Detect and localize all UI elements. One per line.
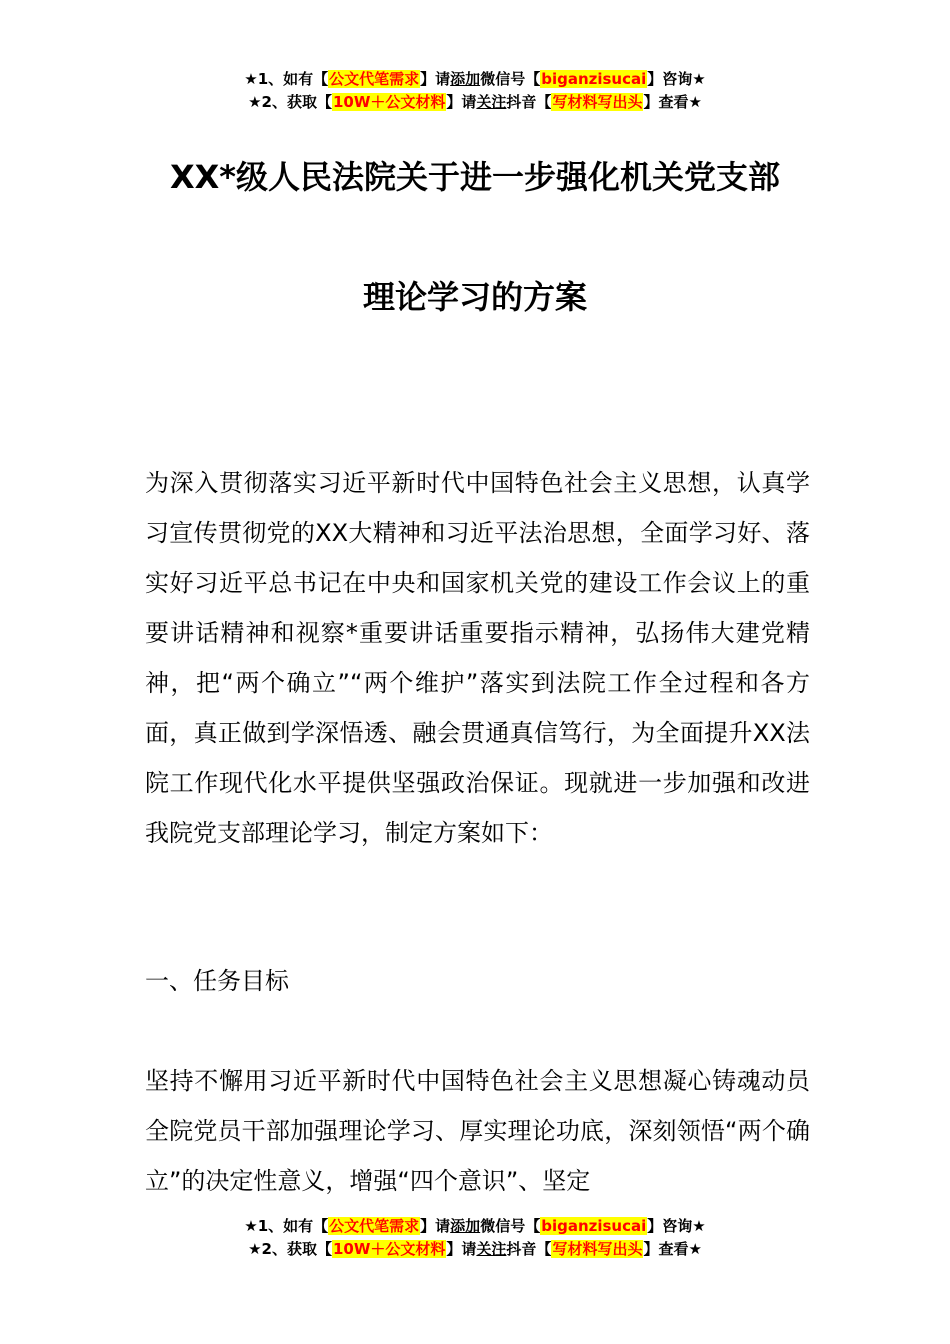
banner-text: 抖音【 — [506, 93, 552, 111]
banner-text: 】请 — [446, 1240, 477, 1258]
star-icon: ★ — [692, 70, 706, 88]
section-heading: 一、任务目标 — [145, 967, 289, 995]
banner-text: 微信号【 — [480, 1217, 541, 1235]
banner-text: 2、获取【 — [261, 93, 332, 111]
banner-text: 】咨询 — [647, 70, 693, 88]
section-paragraph: 坚持不懈用习近平新时代中国特色社会主义思想凝心铸魂动员全院党员干部加强理论学习、厚实理论功底，深刻领悟“两个确立”的决定性意义，增强“四个意识”、坚定 — [145, 1067, 810, 1195]
banner-text: 】咨询 — [647, 1217, 693, 1235]
star-icon: ★ — [244, 70, 258, 88]
banner-line-2 — [0, 1238, 950, 1261]
header-banner — [0, 68, 950, 114]
highlight-materials: 10W＋公文材料 — [332, 1240, 446, 1258]
banner-text: 1、如有【 — [257, 1217, 329, 1235]
banner-line-1 — [0, 1215, 950, 1238]
banner-line-1 — [0, 68, 950, 91]
banner-text: 抖音【 — [506, 1240, 552, 1258]
banner-text: 1、如有【 — [257, 70, 329, 88]
footer-banner — [0, 1215, 950, 1261]
star-icon: ★ — [692, 1217, 706, 1235]
highlight-wechat-id: biganzisucai — [541, 1217, 647, 1235]
document-title-line-1: XX*级人民法院关于进一步强化机关党支部 — [169, 158, 781, 196]
banner-text: 】查看 — [643, 93, 689, 111]
highlight-materials: 10W＋公文材料 — [332, 93, 446, 111]
banner-text: 】请 — [420, 1217, 451, 1235]
highlight-douyin: 写材料写出头 — [552, 1240, 643, 1258]
banner-underlined-text: 添加 — [450, 70, 481, 88]
banner-text: 】请 — [420, 70, 451, 88]
document-title-line-2: 理论学习的方案 — [362, 278, 587, 316]
intro-paragraph: 为深入贯彻落实习近平新时代中国特色社会主义思想，认真学习宣传贯彻党的XX大精神和习近平法治思想，全面学习好、落实好习近平总书记在中央和国家机关党的建设工作会议上的重要讲话精神和视察*重要讲话重要指示精神，弘扬伟大建党精神，把“两个确立”“两个维护”落实到法院工作全过程和各方面，真正做到学深悟透、融会贯通真信笃行，为全面提升XX法院工作现代化水平提供坚强政治保证。现就进一步加强和改进我院党支部理论学习，制定方案如下： — [145, 469, 810, 847]
banner-underlined-text: 添加 — [450, 1217, 481, 1235]
highlight-douyin: 写材料写出头 — [552, 93, 643, 111]
banner-text: 2、获取【 — [261, 1240, 332, 1258]
highlight-service: 公文代笔需求 — [329, 70, 420, 88]
banner-text: 微信号【 — [480, 70, 541, 88]
banner-line-2 — [0, 91, 950, 114]
star-icon: ★ — [688, 93, 702, 111]
star-icon: ★ — [244, 1217, 258, 1235]
banner-underlined-text: 关注 — [476, 1240, 507, 1258]
star-icon: ★ — [688, 1240, 702, 1258]
highlight-wechat-id: biganzisucai — [541, 70, 647, 88]
star-icon: ★ — [248, 1240, 262, 1258]
banner-underlined-text: 关注 — [476, 93, 507, 111]
star-icon: ★ — [248, 93, 262, 111]
banner-text: 】请 — [446, 93, 477, 111]
banner-text: 】查看 — [643, 1240, 689, 1258]
highlight-service: 公文代笔需求 — [329, 1217, 420, 1235]
